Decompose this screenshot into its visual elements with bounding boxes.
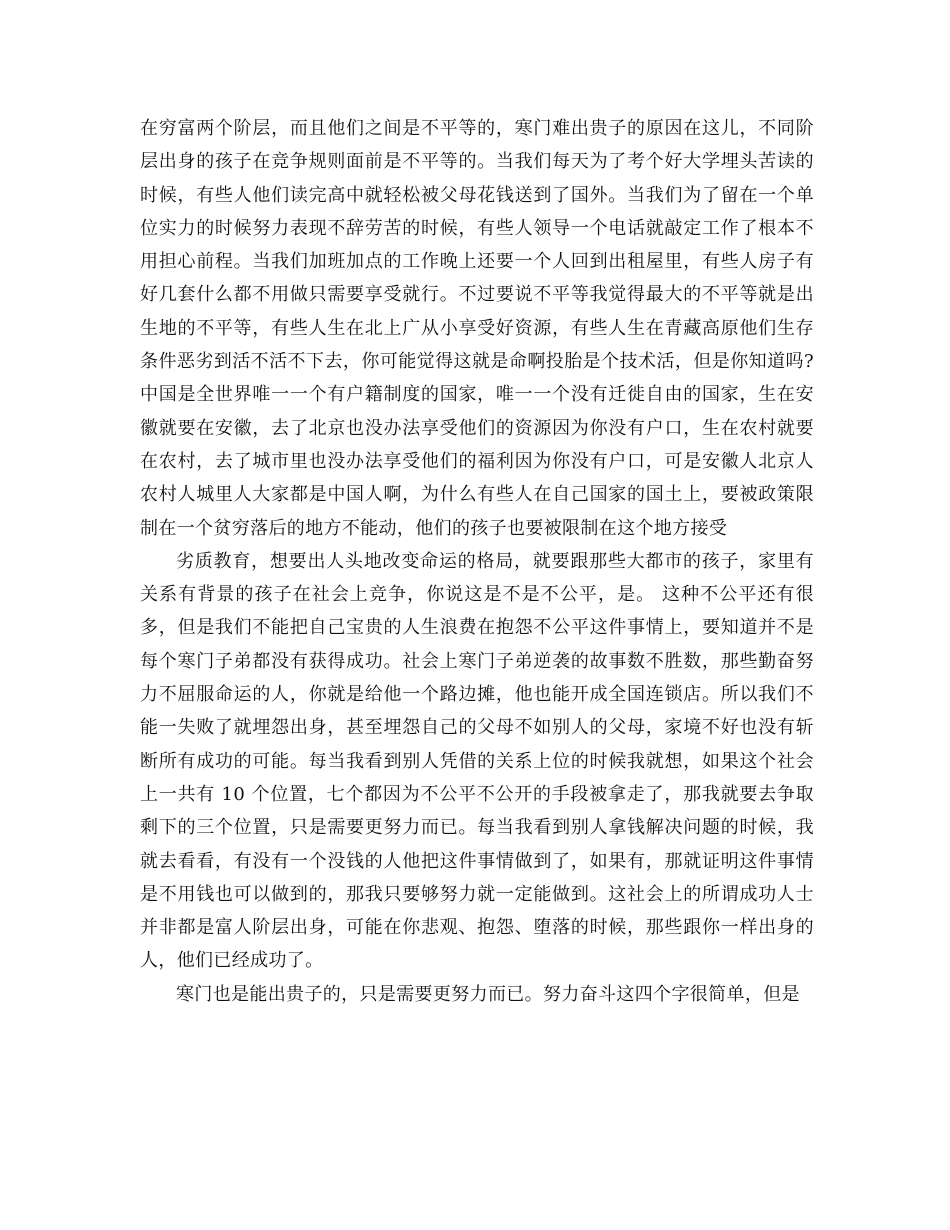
paragraph-3: 寒门也是能出贵子的，只是需要更努力而已。努力奋斗这四个字很简单，但是 — [176, 983, 800, 1005]
paragraph-1: 在穷富两个阶层，而且他们之间是不平等的，寒门难出贵子的原因在这儿，不同阶层出身的孩子在竞争规则面前是不平等的。当我们每天为了考个好大学埋头苦读的时候，有些人他们读完高中就轻松被父母花钱送到了国外。当我们为了留在一个单位实力的时候努力表现不辞劳苦的时候，有些人领导一个电话就敲定工作了根本不用担心前程。当我们加班加点的工作晚上还要一个人回到出租屋里，有些人房子有好几套什么都不用做只需要享受就行。不过要说不平等我觉得最大的不平等就是出生地的不平等，有些人生在北上广从小享受好资源，有些人生在青藏高原他们生存条件恶劣到活不活不下去，你可能觉得这就是命啊投胎是个技术活，但是你知道吗?中国是全世界唯一一个有户籍制度的国家，唯一一个没有迁徙自由的国家，生在安徽就要在安徽，去了北京也没办法享受他们的资源因为你没有户口，生在农村就要在农村，去了城市里也没办法享受他们的福利因为你没有户口，可是安徽人北京人农村人城里人大家都是中国人啊，为什么有些人在自己国家的国土上，要被政策限制在一个贫穷落后的地方不能动，他们的孩子也要被限制在这个地方接受 — [140, 118, 814, 539]
paragraph-2: 劣质教育，想要出人头地改变命运的格局，就要跟那些大都市的孩子，家里有关系有背景的孩子在社会上竞争，你说这是不是不公平，是。 这种不公平还有很多，但是我们不能把自己宝贵的人生浪费在抱怨不公平这件事情上，要知道并不是每个寒门子弟都没有获得成功。社会上寒门子弟逆袭的故事数不胜数，那些勤奋努力不屈服命运的人，你就是给他一个路边摊，他也能开成全国连锁店。所以我们不能一失败了就埋怨出身，甚至埋怨自己的父母不如别人的父母，家境不好也没有斩断所有成功的可能。每当我看到别人凭借的关系上位的时候我就想，如果这个社会上一共有 10 个位置，七个都因为不公平不公开的手段被拿走了，那我就要去争取剩下的三个位置，只是需要更努力而已。每当我看到别人拿钱解决问题的时候，我就去看看，有没有一个没钱的人他把这件事情做到了，如果有，那就证明这件事情是不用钱也可以做到的，那我只要够努力就一定能做到。这社会上的所谓成功人士并非都是富人阶层出身，可能在你悲观、抱怨、堕落的时候，那些跟你一样出身的人，他们已经成功了。 — [140, 550, 814, 972]
body-text — [140, 112, 814, 1011]
